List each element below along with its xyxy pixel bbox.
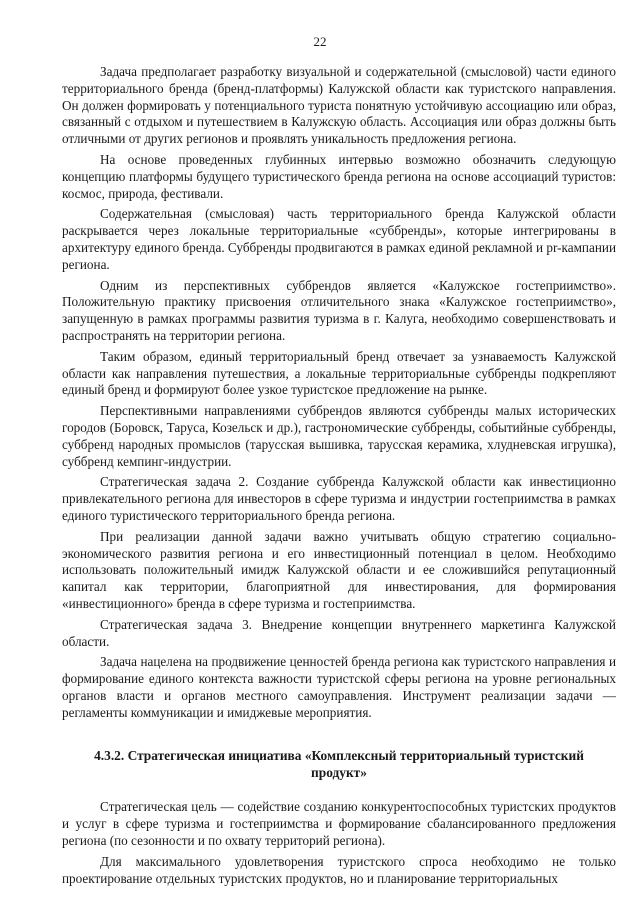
paragraph: При реализации данной задачи важно учитывать общую стратегию социально-экономического развития региона и его инвестиционный потенциал в целом. Необходимо использовать положительный имидж Калужской области и ее сложившийся репутационный капитал как территории, благоприятной для инвестирования, для формирования «инвестиционного» бренда в сфере туризма и гостеприимства.	[62, 528, 616, 611]
paragraph: Стратегическая задача 3. Внедрение концепции внутреннего маркетинга Калужской области.	[62, 616, 616, 649]
page-body	[62, 64, 616, 891]
paragraph: Для максимального удовлетворения туристского спроса необходимо не только проектирование отдельных туристских продуктов, но и планирование территориальных	[62, 853, 616, 886]
paragraph: Таким образом, единый территориальный бренд отвечает за узнаваемость Калужской области как направления путешествия, а локальные территориальные суббренды подкрепляют единый бренд и формируют более узкое туристское предложение на рынке.	[62, 348, 616, 398]
paragraph: Стратегическая цель — содействие созданию конкурентоспособных туристских продуктов и услуг в сфере туризма и гостеприимства и формирование сбалансированного предложения региона (по сезонности и по охвату территорий региона).	[62, 799, 616, 849]
section-heading: 4.3.2. Стратегическая инициатива «Комплексный территориальный туристский продукт»	[94, 748, 584, 781]
paragraph: Содержательная (смысловая) часть территориального бренда Калужской области раскрывается через локальные территориальные «суббренды», которые интегрированы в архитектуру единого бренда. Суббренды продвигаются в рамках единой рекламной и pr-кампании региона.	[62, 206, 616, 272]
paragraph: Стратегическая задача 2. Создание суббренда Калужской области как инвестиционно привлекательного региона для инвесторов в сфере туризма и индустрии гостеприимства в рамках единого туристического территориального бренда региона.	[62, 474, 616, 523]
paragraph: На основе проведенных глубинных интервью возможно обозначить следующую концепцию платформы будущего туристического бренда региона на основе ассоциаций туристов: космос, природа, фестивали.	[62, 151, 616, 201]
paragraph: Задача предполагает разработку визуальной и содержательной (смысловой) части единого территориального бренда (бренд-платформы) Калужской области как туристского направления. Он должен формировать у потенциального туриста понятную устойчивую ассоциацию или образ, связанный с отдыхом и путешествием в Калужскую область. Ассоциация или образ должны быть отличными от других регионов и проявлять уникальность предложения региона.	[62, 64, 616, 147]
page-number: 22	[313, 34, 327, 49]
paragraph: Одним из перспективных суббрендов является «Калужское гостеприимство». Положительную практику присвоения отличительного знака «Калужское гостеприимство», запущенную в рамках программы развития туризма в г. Калуга, необходимо совершенствовать и распространять на территории региона.	[62, 277, 616, 343]
paragraph: Задача нацелена на продвижение ценностей бренда региона как туристского направления и формирование единого контекста важности туристской сферы региона на уровне региональных органов власти и органов местного самоуправления. Инструмент реализации задачи — регламенты коммуникации и имиджевые мероприятия.	[62, 654, 616, 720]
paragraph: Перспективными направлениями суббрендов являются суббренды малых исторических городов (Боровск, Таруса, Козельск и др.), гастрономические суббренды, событийные суббренды, суббренд народных промыслов (тарусская вышивка, тарусская керамика, хлудневская игрушка), суббренд кемпинг-индустрии.	[62, 403, 616, 469]
